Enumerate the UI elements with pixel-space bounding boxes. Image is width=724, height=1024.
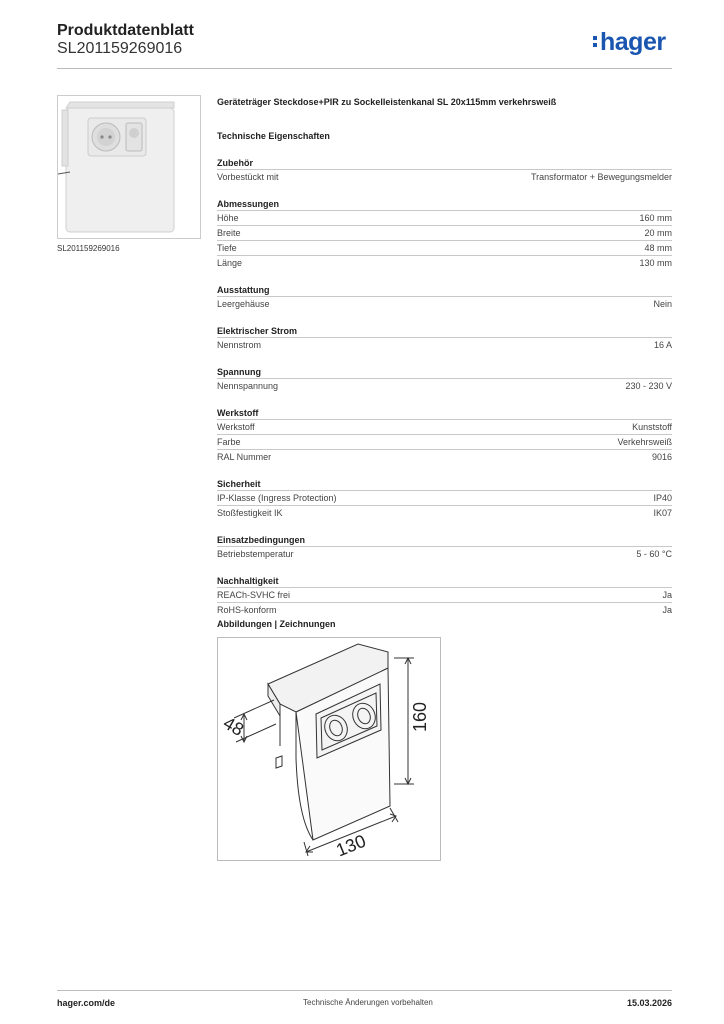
header-divider bbox=[57, 68, 672, 69]
property-value: Nein bbox=[653, 299, 672, 309]
property-value: IK07 bbox=[653, 508, 672, 518]
property-group bbox=[217, 157, 672, 184]
property-group-title: Elektrischer Strom bbox=[217, 326, 298, 336]
property-row bbox=[217, 505, 672, 520]
property-label: Farbe bbox=[217, 437, 241, 447]
property-label: Nennspannung bbox=[217, 381, 279, 391]
technical-drawing-icon bbox=[218, 638, 440, 860]
photo-caption: SL201159269016 bbox=[57, 244, 120, 253]
property-row bbox=[217, 337, 672, 352]
property-value: Transformator + Bewegungsmelder bbox=[531, 172, 672, 182]
property-row bbox=[217, 419, 672, 434]
footer-website: hager.com/de bbox=[57, 998, 116, 1008]
property-label: Länge bbox=[217, 258, 243, 268]
property-row bbox=[217, 240, 672, 255]
property-value: Ja bbox=[662, 590, 672, 600]
dim-length-label: 130 bbox=[333, 830, 369, 860]
property-label: REACh-SVHC frei bbox=[217, 590, 291, 600]
footer-date: 15.03.2026 bbox=[626, 998, 672, 1008]
property-group-title: Einsatzbedingungen bbox=[217, 535, 306, 545]
dim-height-label: 160 bbox=[410, 701, 430, 732]
property-row bbox=[217, 296, 672, 311]
property-row bbox=[217, 434, 672, 449]
property-label: Nennstrom bbox=[217, 340, 262, 350]
property-row bbox=[217, 210, 672, 225]
property-row bbox=[217, 169, 672, 184]
product-title: Geräteträger Steckdose+PIR zu Sockelleistenkanal SL 20x115mm verkehrsweiß bbox=[217, 97, 557, 107]
page-title: Produktdatenblatt bbox=[57, 22, 194, 39]
property-group bbox=[217, 366, 672, 393]
article-number: SL201159269016 bbox=[57, 40, 183, 57]
property-group bbox=[217, 407, 672, 464]
property-row bbox=[217, 546, 672, 561]
property-row bbox=[217, 378, 672, 393]
property-value: 16 A bbox=[653, 340, 672, 350]
product-photo bbox=[57, 95, 201, 239]
property-value: 230 - 230 V bbox=[625, 381, 672, 391]
property-row bbox=[217, 225, 672, 240]
property-row bbox=[217, 587, 672, 602]
property-group bbox=[217, 284, 672, 311]
property-group-title: Sicherheit bbox=[217, 479, 261, 489]
property-group bbox=[217, 534, 672, 561]
property-value: 5 - 60 °C bbox=[636, 549, 672, 559]
property-value: 48 mm bbox=[644, 243, 672, 253]
property-label: Tiefe bbox=[217, 243, 237, 253]
property-label: Höhe bbox=[217, 213, 239, 223]
property-label: Werkstoff bbox=[217, 422, 255, 432]
property-label: Vorbestückt mit bbox=[217, 172, 279, 182]
hager-logo bbox=[593, 28, 666, 57]
property-group-title: Ausstattung bbox=[217, 285, 270, 295]
property-row bbox=[217, 602, 672, 617]
property-value: 130 mm bbox=[639, 258, 672, 268]
figures-heading: Abbildungen | Zeichnungen bbox=[217, 619, 336, 629]
property-value: Verkehrsweiß bbox=[617, 437, 672, 447]
property-group bbox=[217, 478, 672, 520]
property-label: Leergehäuse bbox=[217, 299, 270, 309]
property-row bbox=[217, 490, 672, 505]
property-group-title: Abmessungen bbox=[217, 199, 280, 209]
property-group-title: Nachhaltigkeit bbox=[217, 576, 279, 586]
dimension-drawing bbox=[217, 637, 441, 861]
property-table bbox=[217, 157, 672, 631]
property-value: 9016 bbox=[651, 452, 672, 462]
property-label: IP-Klasse (Ingress Protection) bbox=[217, 493, 337, 503]
logo-dots-icon bbox=[593, 32, 598, 50]
product-photo-icon bbox=[58, 96, 200, 238]
property-group-title: Spannung bbox=[217, 367, 261, 377]
section-heading: Technische Eigenschaften bbox=[217, 131, 330, 141]
footer-divider bbox=[57, 990, 672, 991]
property-value: 20 mm bbox=[644, 228, 672, 238]
property-label: RAL Nummer bbox=[217, 452, 272, 462]
footer-note: Technische Änderungen vorbehalten bbox=[303, 998, 433, 1007]
property-group bbox=[217, 575, 672, 617]
property-label: Breite bbox=[217, 228, 241, 238]
property-value: Ja bbox=[662, 605, 672, 615]
property-value: Kunststoff bbox=[632, 422, 672, 432]
property-group-title: Werkstoff bbox=[217, 408, 259, 418]
property-row bbox=[217, 449, 672, 464]
logo-text: hager bbox=[600, 28, 666, 56]
property-value: 160 mm bbox=[639, 213, 672, 223]
property-group-title: Zubehör bbox=[217, 158, 253, 168]
property-label: Betriebstemperatur bbox=[217, 549, 294, 559]
property-group bbox=[217, 325, 672, 352]
property-group bbox=[217, 198, 672, 270]
property-label: RoHS-konform bbox=[217, 605, 277, 615]
dim-depth-label: 48 bbox=[219, 712, 248, 740]
property-row bbox=[217, 255, 672, 270]
property-label: Stoßfestigkeit IK bbox=[217, 508, 283, 518]
property-value: IP40 bbox=[653, 493, 672, 503]
